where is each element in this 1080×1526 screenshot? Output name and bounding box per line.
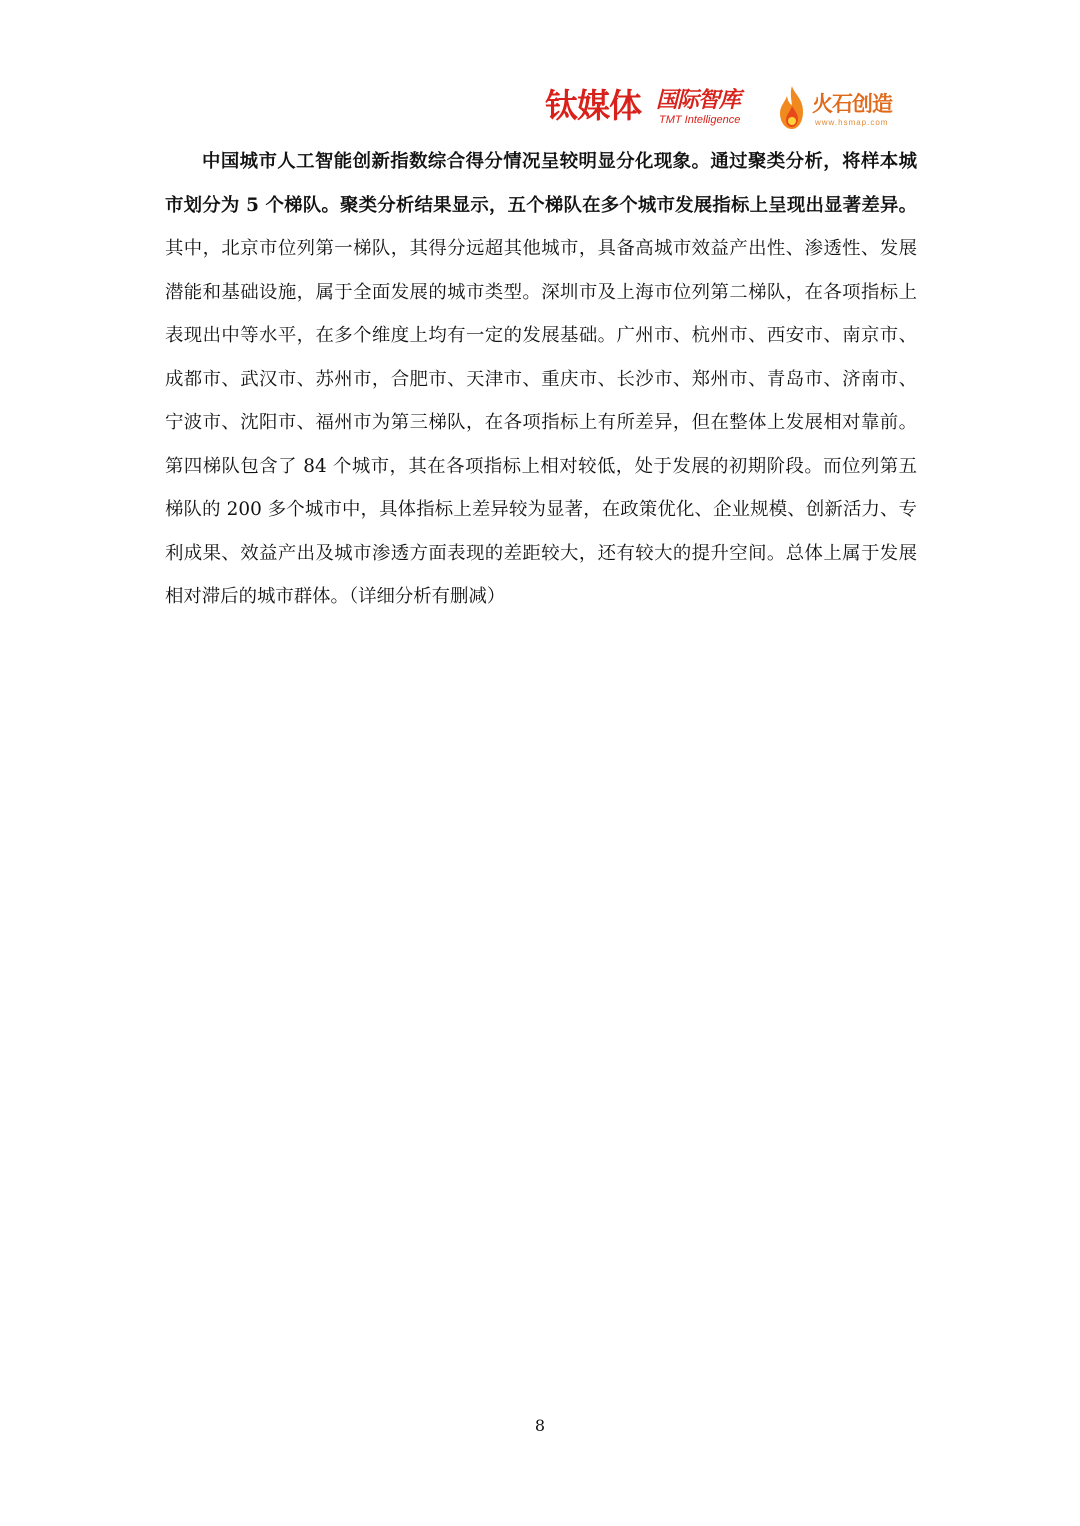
tmt-logo-sub-cn: 国际智库 — [656, 88, 741, 113]
hsmap-logo-url: www.hsmap.com — [815, 118, 889, 127]
hsmap-logo — [775, 84, 905, 134]
body-paragraph-bold: 中国城市人工智能创新指数综合得分情况呈较明显分化现象。通过聚类分析，将样本城市划分为 5 个梯队。聚类分析结果显示，五个梯队在多个城市发展指标上呈现出显著差异。 — [165, 151, 917, 216]
tmt-logo-main-text: 钛媒体 — [545, 86, 641, 125]
body-paragraph-regular: 其中，北京市位列第一梯队，其得分远超其他城市，具备高城市效益产出性、渗透性、发展潜能和基础设施，属于全面发展的城市类型。深圳市及上海市位列第二梯队，在各项指标上表现出中等水平，在多个维度上均有一定的发展基础。广州市、杭州市、西安市、南京市、成都市、武汉市、苏州市，合肥市、天津市、重庆市、长沙市、郑州市、青岛市、济南市、宁波市、沈阳市、福州市为第三梯队，在各项指标上有所差异，但在整体上发展相对靠前。第四梯队包含了 84 个城市，其在各项指标上相对较低，处于发展的初期阶段。而位列第五梯队的 200 多个城市中，具体指标上差异较为显著，在政策优化、企业规模、创新活力、专利成果、效益产出及城市渗透方面表现的差距较大，还有较大的提升空间。总体上属于发展相对滞后的城市群体。（详细分析有删减） — [165, 238, 917, 607]
tmt-logo-sub-en: TMT Intelligence — [659, 114, 741, 126]
header-logos — [545, 84, 905, 134]
tmt-intelligence-logo — [545, 86, 750, 132]
hsmap-logo-name: 火石创造 — [812, 92, 892, 116]
body-paragraph — [165, 140, 917, 619]
page-number: 8 — [534, 1416, 546, 1435]
flame-icon — [775, 84, 809, 132]
